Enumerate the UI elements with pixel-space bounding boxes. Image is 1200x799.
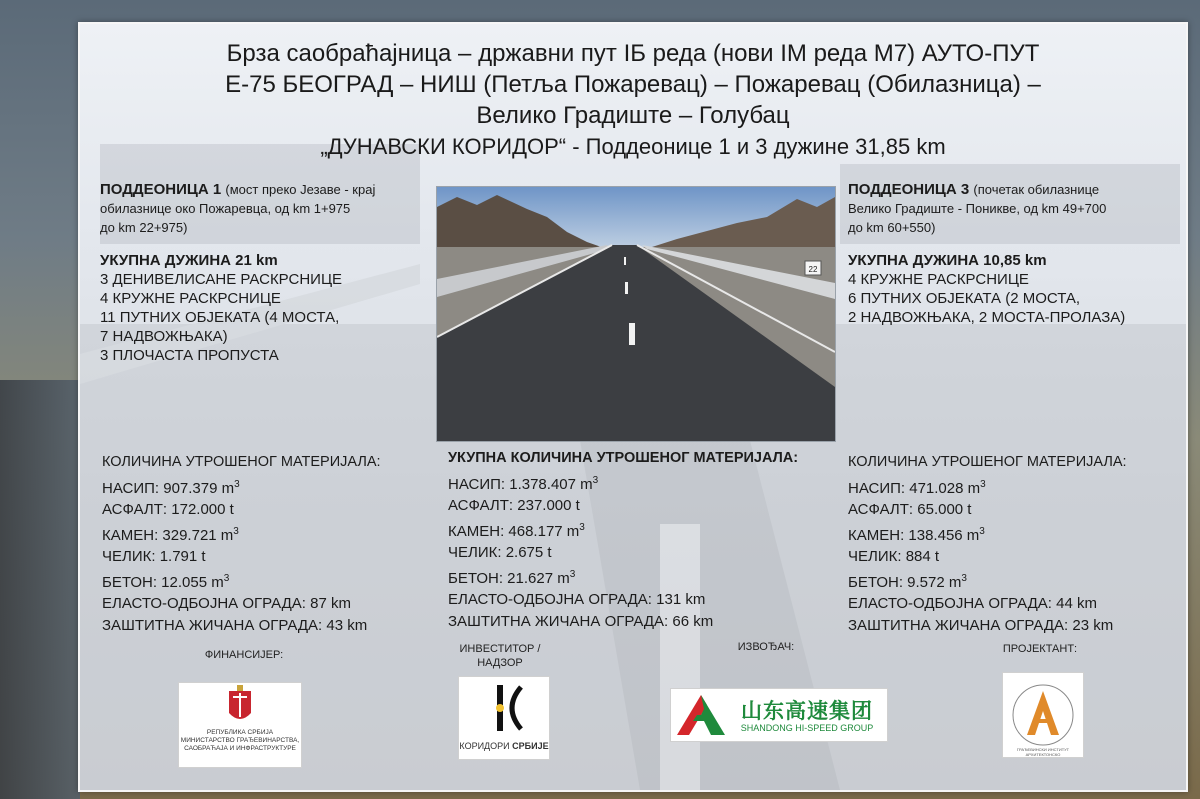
shandong-cn: 山东高速集团: [741, 700, 873, 723]
material-celik: ЧЕЛИК: 2.675 t: [448, 544, 552, 561]
section-3-item: 6 ПУТНИХ ОБЈЕКАТА (2 МОСТА,: [848, 290, 1081, 307]
section-1-item: 3 ПЛОЧАСТА ПРОПУСТА: [100, 347, 279, 364]
title-line-3: Велико Градиште – Голубац: [476, 102, 790, 129]
shandong-a-icon: [671, 689, 731, 741]
material-zicana: ЗАШТИТНА ЖИЧАНА ОГРАДА: 66 km: [448, 612, 714, 630]
section-3-head: ПОДДЕОНИЦА 3: [848, 181, 970, 198]
koridori-text-b: СРБИЈЕ: [512, 741, 549, 751]
material-kamen: КАМЕН: 468.177 m: [448, 522, 580, 540]
section-3-length: УКУПНА ДУЖИНА 10,85 km: [848, 252, 1047, 269]
material-ograda: ЕЛАСТО-ОДБОЈНА ОГРАДА: 87 km: [102, 595, 351, 612]
section-1-desc-2: обилазнице око Пожаревца, од km 1+975: [100, 201, 351, 216]
materials-total: [448, 448, 798, 632]
institute-logo: [1002, 672, 1084, 758]
unit-cubic: 3: [223, 572, 230, 584]
material-celik: ЧЕЛИК: 884 t: [848, 548, 940, 565]
material-nasip: НАСИП: 471.028 m: [848, 479, 981, 497]
section-3-desc-1: (почетак обилазнице: [973, 182, 1100, 197]
foreground-shadow: [0, 380, 80, 799]
section-1-item: 3 ДЕНИВЕЛИСАНЕ РАСКРСНИЦЕ: [100, 271, 343, 288]
section-3-item: 4 КРУЖНЕ РАСКРСНИЦЕ: [848, 271, 1029, 288]
unit-cubic: 3: [980, 478, 986, 490]
km-sign-number: 22: [808, 265, 818, 274]
koridori-text-a: КОРИДОРИ: [459, 741, 510, 751]
unit-cubic: 3: [234, 478, 240, 490]
materials-section-1: [102, 452, 381, 636]
material-asfalt: АСФАЛТ: 172.000 t: [102, 501, 234, 518]
materials-head: КОЛИЧИНА УТРОШЕНОГ МАТЕРИЈАЛА:: [102, 454, 381, 470]
material-celik: ЧЕЛИК: 1.791 t: [102, 548, 206, 565]
section-3-info: [848, 180, 1162, 327]
material-kamen: КАМЕН: 138.456 m: [848, 526, 980, 544]
role-investor-line-1: ИНВЕСТИТОР /: [459, 643, 541, 655]
title-line-2: Е-75 БЕОГРАД – НИШ (Петља Пожаревац) – Пожаревац (Обилазница) –: [225, 71, 1041, 98]
material-asfalt: АСФАЛТ: 65.000 t: [848, 501, 972, 518]
koridori-k-icon: [459, 677, 549, 739]
unit-cubic: 3: [961, 572, 967, 584]
materials-head: КОЛИЧИНА УТРОШЕНОГ МАТЕРИЈАЛА:: [848, 454, 1127, 470]
information-board: [78, 22, 1188, 792]
section-1-item: 11 ПУТНИХ ОБЈЕКАТА (4 МОСТА,: [100, 309, 340, 326]
materials-section-3: [848, 452, 1127, 636]
serbia-coat-of-arms-icon: [179, 683, 301, 767]
section-1-info: [100, 180, 430, 365]
title-line-1: Брза саобраћајница – државни пут IБ реда (нови IM реда M7) АУТО-ПУТ: [226, 40, 1040, 67]
section-3-desc-2: Велико Градиште - Поникве, од km 49+700: [848, 201, 1107, 216]
unit-cubic: 3: [979, 525, 985, 537]
role-designer: ПРОЈЕКТАНТ:: [1002, 643, 1078, 655]
section-1-desc-1: (мост преко Језаве - крај: [225, 182, 376, 197]
koridori-srbije-logo: [458, 676, 550, 760]
role-investor: [440, 642, 560, 670]
section-1-item: 7 НАДВОЖЊАКА): [100, 328, 228, 345]
ministry-line-2: МИНИСТАРСТВО ГРАЂЕВИНАРСТВА,: [180, 737, 300, 744]
ministry-line-1: РЕПУБЛИКА СРБИЈА: [206, 729, 274, 736]
section-1-length: УКУПНА ДУЖИНА 21 km: [100, 252, 278, 269]
material-nasip: НАСИП: 907.379 m: [102, 479, 235, 497]
unit-cubic: 3: [579, 521, 585, 533]
material-zicana: ЗАШТИТНА ЖИЧАНА ОГРАДА: 43 km: [102, 616, 368, 634]
institute-ring-text: ГРАЂЕВИНСКИ ИНСТИТУТ АРХИТЕКТОНСКО: [1016, 747, 1070, 757]
role-investor-line-2: НАДЗОР: [477, 657, 523, 669]
road-photo: [436, 186, 836, 442]
ministry-line-3: САОБРАЋАЈА И ИНФРАСТРУКТУРЕ: [184, 745, 296, 752]
material-beton: БЕТОН: 9.572 m: [848, 573, 962, 591]
material-beton: БЕТОН: 21.627 m: [448, 569, 570, 587]
section-3-item: 2 НАДВОЖЊАКА, 2 МОСТА-ПРОЛАЗА): [848, 309, 1126, 326]
material-beton: БЕТОН: 12.055 m: [102, 573, 224, 591]
board-title: [80, 38, 1186, 162]
shandong-en: SHANDONG HI-SPEED GROUP: [740, 723, 874, 733]
role-contractor: ИЗВОЂАЧ:: [737, 641, 795, 653]
material-nasip: НАСИП: 1.378.407 m: [448, 475, 593, 493]
material-kamen: КАМЕН: 329.721 m: [102, 526, 234, 544]
title-line-4: „ДУНАВСКИ КОРИДОР“ - Поддеонице 1 и 3 дужине 31,85 km: [320, 134, 946, 159]
role-financier: ФИНАНСИЈЕР:: [204, 649, 284, 661]
material-ograda: ЕЛАСТО-ОДБОЈНА ОГРАДА: 131 km: [448, 591, 706, 608]
section-1-head: ПОДДЕОНИЦА 1: [100, 181, 222, 198]
institute-a-icon: [1003, 673, 1083, 757]
unit-cubic: 3: [569, 568, 576, 580]
material-zicana: ЗАШТИТНА ЖИЧАНА ОГРАДА: 23 km: [848, 616, 1114, 634]
material-asfalt: АСФАЛТ: 237.000 t: [448, 497, 580, 514]
unit-cubic: 3: [233, 525, 239, 537]
section-3-desc-3: до km 60+550): [848, 220, 936, 235]
material-ograda: ЕЛАСТО-ОДБОЈНА ОГРАДА: 44 km: [848, 595, 1097, 612]
ministry-logo: [178, 682, 302, 768]
section-1-desc-3: до km 22+975): [100, 220, 188, 235]
section-1-item: 4 КРУЖНЕ РАСКРСНИЦЕ: [100, 290, 281, 307]
unit-cubic: 3: [592, 474, 599, 486]
materials-total-head: УКУПНА КОЛИЧИНА УТРОШЕНОГ МАТЕРИЈАЛА:: [448, 450, 799, 466]
shandong-logo: [670, 688, 888, 742]
road-photo-image: [437, 187, 835, 441]
